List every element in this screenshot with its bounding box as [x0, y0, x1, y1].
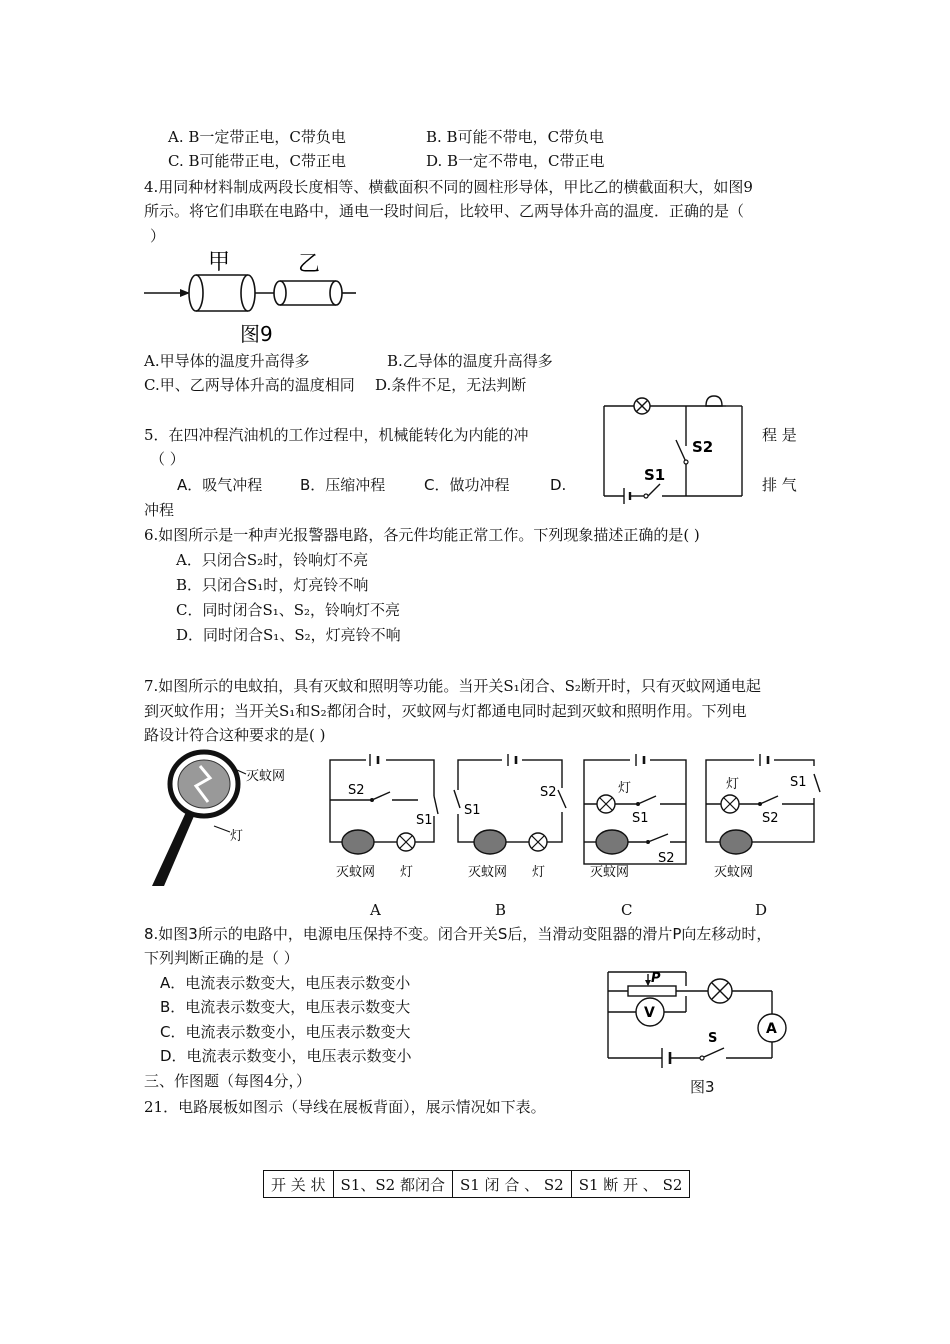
q4-stem-line3: ） [150, 227, 166, 245]
q5-stem: 5．在四冲程汽油机的工作过程中，机械能转化为内能的冲 [144, 426, 529, 444]
q7-b-net-label: 灭蚊网 [468, 865, 508, 880]
q7-racket-lamp-label: 灯 [230, 829, 244, 844]
q7-stem-line3: 路设计符合这种要求的是( ) [144, 726, 326, 744]
q8-option-d: D．电流表示数变小，电压表示数变小 [160, 1047, 412, 1065]
q8-option-b: B．电流表示数变大，电压表示数变大 [160, 998, 411, 1016]
q7-mosquito-racket-figure [142, 748, 302, 888]
q7-d-s1: S1 [790, 775, 807, 790]
q7-label-a: A [370, 901, 381, 919]
q7-racket-net-label: 灭蚊网 [246, 769, 286, 784]
q7-a-s2: S2 [348, 783, 365, 798]
q6-stem: 6.如图所示是一种声光报警器电路，各元件均能正常工作。下列现象描述正确的是( ) [144, 526, 700, 544]
q7-stem-line1: 7.如图所示的电蚊拍，具有灭蚊和照明等功能。当开关S₁闭合、S₂断开时，只有灭蚊网通电起 [144, 677, 761, 695]
q7-b-lamp-label: 灯 [532, 865, 546, 880]
q4-fig-caption: 图9 [240, 322, 273, 346]
q6-alarm-circuit-figure [598, 390, 748, 500]
table-cell: S1 断 开 、 S2 [571, 1171, 690, 1198]
q7-circuit-d [700, 752, 824, 882]
q4-stem-line2: 所示。将它们串联在电路中，通电一段时间后，比较甲、乙两导体升高的温度．正确的是（ [144, 202, 745, 220]
q8-fig-ammeter: A [766, 1021, 777, 1037]
section-3-heading: 三、作图题（每图4分，） [144, 1072, 312, 1090]
q7-d-lamp-label: 灯 [726, 777, 740, 792]
q5-fig-s1: S1 [644, 466, 666, 484]
q3-option-d: D. B一定不带电，C带正电 [426, 152, 605, 170]
q5-fig-s2: S2 [692, 438, 714, 456]
q8-stem-line2: 下列判断正确的是（ ） [144, 949, 299, 967]
q7-circuit-a [322, 752, 442, 882]
q7-label-b: B [495, 901, 507, 919]
q8-fig-s: S [708, 1031, 718, 1046]
q5-option-d-tail: 排 气 [762, 476, 797, 494]
q5-option-b: B．压缩冲程 [300, 476, 386, 494]
q7-c-s1: S1 [632, 811, 649, 826]
q5-option-d-end: 冲程 [144, 501, 175, 519]
q7-label-c: C [621, 901, 633, 919]
q4-fig-label-jia: 甲 [208, 250, 231, 275]
q8-fig-voltmeter: V [644, 1005, 655, 1021]
q21-stem: 21．电路展板如图示（导线在展板背面），展示情况如下表。 [144, 1098, 546, 1116]
q4-option-c: C.甲、乙两导体升高的温度相同 [144, 376, 355, 394]
q7-d-s2: S2 [762, 811, 779, 826]
table-cell: 开 关 状 [264, 1171, 334, 1198]
q5-answer-blank: （ ） [150, 450, 185, 468]
q7-a-s1: S1 [416, 813, 433, 828]
q7-c-s2: S2 [658, 851, 675, 866]
q4-option-b: B.乙导体的温度升高得多 [387, 352, 553, 370]
q6-option-c: C．同时闭合S₁、S₂，铃响灯不亮 [176, 601, 401, 619]
table-cell: S1 闭 合 、 S2 [452, 1171, 571, 1198]
q8-option-c: C．电流表示数变小，电压表示数变大 [160, 1023, 411, 1041]
q7-c-lamp-label: 灯 [618, 781, 632, 796]
table-cell: S1、S2 都闭合 [333, 1171, 452, 1198]
q7-b-s2: S2 [540, 785, 557, 800]
q7-d-net-label: 灭蚊网 [714, 865, 754, 880]
q7-label-d: D [755, 901, 768, 919]
q5-option-c: C．做功冲程 [424, 476, 510, 494]
q7-circuit-c [576, 752, 696, 882]
q7-c-net-label: 灭蚊网 [590, 865, 630, 880]
q21-switch-table [263, 1170, 690, 1198]
q4-stem-line1: 4.用同种材料制成两段长度相等、横截面积不同的圆柱形导体，甲比乙的横截面积大，如图9 [144, 178, 753, 196]
q7-circuit-b [450, 752, 570, 882]
q8-option-a: A．电流表示数变大，电压表示数变小 [160, 974, 411, 992]
q4-fig-label-yi: 乙 [298, 252, 321, 277]
q6-option-b: B．只闭合S₁时，灯亮铃不响 [176, 576, 369, 594]
q8-stem-line1: 8.如图3所示的电路中，电源电压保持不变。闭合开关S后，当滑动变阻器的滑片P向左移动时， [144, 925, 772, 943]
table-row [264, 1171, 690, 1198]
q5-option-a: A．吸气冲程 [177, 476, 263, 494]
q8-circuit-figure [600, 966, 800, 1070]
q8-fig-p: P [651, 971, 661, 986]
q4-conductor-figure [140, 245, 370, 345]
q3-option-b: B. B可能不带电，C带负电 [426, 128, 605, 146]
q7-a-lamp-label: 灯 [400, 865, 414, 880]
q5-option-d: D. [550, 476, 567, 494]
q6-option-a: A．只闭合S₂时，铃响灯不亮 [176, 551, 369, 569]
q8-fig-caption: 图3 [690, 1078, 715, 1096]
q3-option-c: C. B可能带正电，C带正电 [168, 152, 346, 170]
q3-option-a: A. B一定带正电，C带负电 [168, 128, 346, 146]
q4-option-a: A.甲导体的温度升高得多 [144, 352, 310, 370]
q4-option-d: D.条件不足，无法判断 [375, 376, 527, 394]
q5-stem-tail: 程 是 [762, 426, 797, 444]
q7-stem-line2: 到灭蚊作用；当开关S₁和S₂都闭合时，灭蚊网与灯都通电同时起到灭蚊和照明作用。下列电 [144, 702, 747, 720]
q6-option-d: D．同时闭合S₁、S₂，灯亮铃不响 [176, 626, 401, 644]
q7-b-s1: S1 [464, 803, 481, 818]
q7-a-net-label: 灭蚊网 [336, 865, 376, 880]
